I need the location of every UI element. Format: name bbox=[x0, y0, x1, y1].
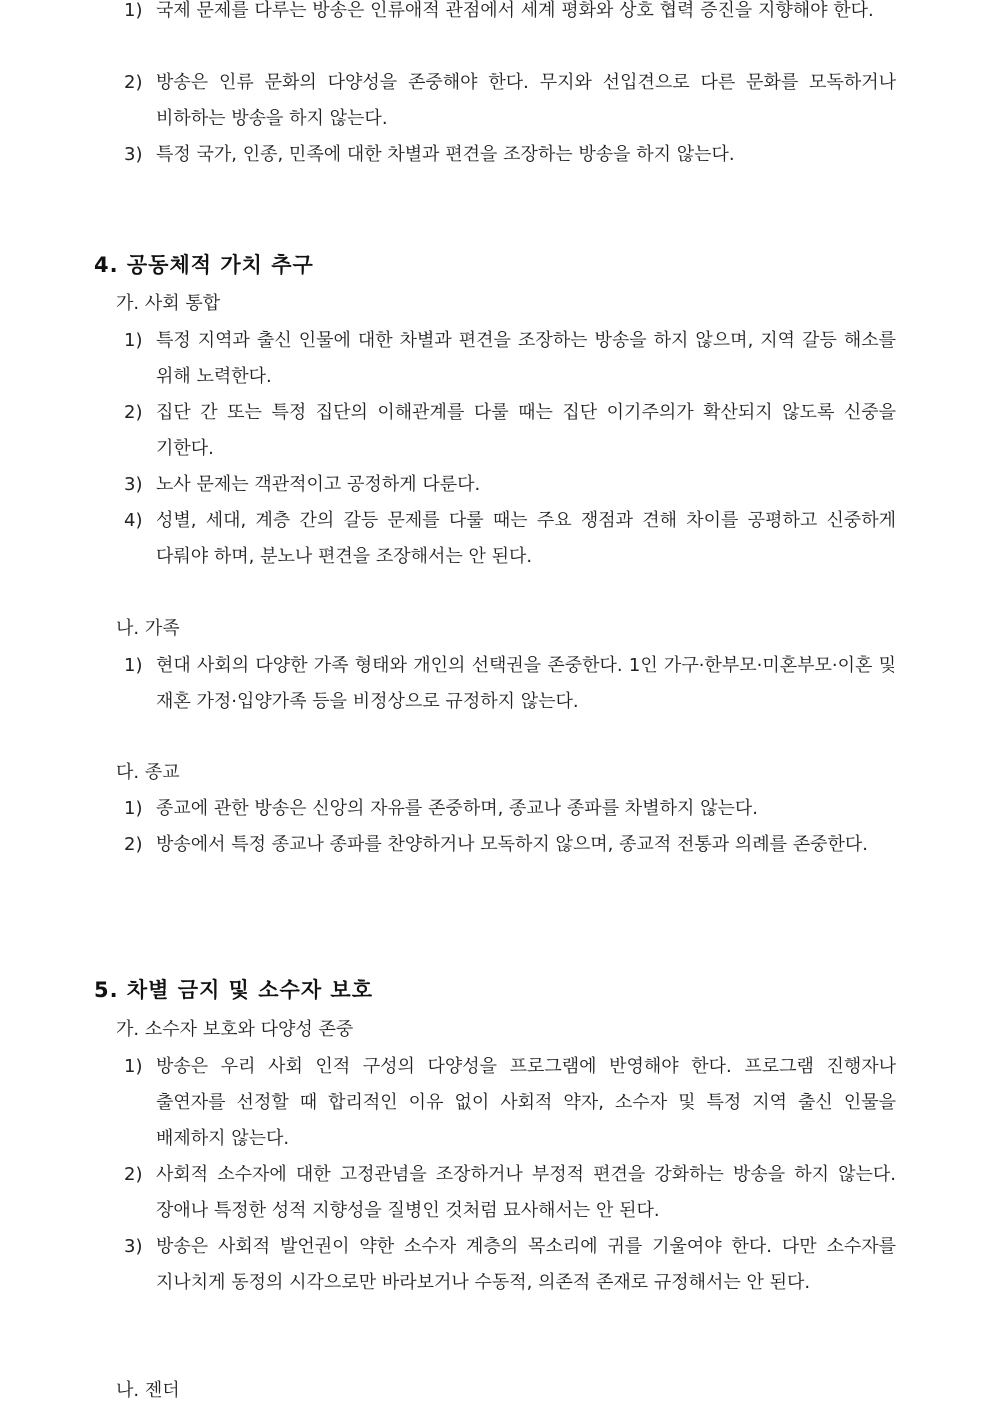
item-number: 3) bbox=[124, 1236, 143, 1257]
list-item bbox=[124, 137, 896, 173]
item-text: 종교에 관한 방송은 신앙의 자유를 존중하며, 종교나 종파를 차별하지 않는다. bbox=[156, 798, 758, 819]
list-item bbox=[124, 1157, 896, 1229]
item-text: 현대 사회의 다양한 가족 형태와 개인의 선택권을 존중한다. 1인 가구·한부모·미혼부모·이혼 및 재혼 가정·입양가족 등을 비정상으로 규정하지 않는다. bbox=[156, 655, 896, 712]
list-item bbox=[124, 0, 896, 29]
subsection-title-family: 나. 가족 bbox=[116, 618, 180, 639]
item-number: 4) bbox=[124, 510, 143, 531]
list-item bbox=[124, 1049, 896, 1157]
item-number: 1) bbox=[124, 330, 143, 351]
item-text: 특정 국가, 인종, 민족에 대한 차별과 편견을 조장하는 방송을 하지 않는다. bbox=[156, 144, 735, 165]
subsection-title-social-integration: 가. 사회 통합 bbox=[116, 293, 221, 314]
item-number: 1) bbox=[124, 1056, 143, 1077]
list-item bbox=[124, 791, 896, 827]
subsection-title-gender: 나. 젠더 bbox=[116, 1380, 180, 1401]
item-number: 1) bbox=[124, 655, 143, 676]
item-number: 2) bbox=[124, 72, 143, 93]
item-number: 3) bbox=[124, 474, 143, 495]
list-item bbox=[124, 503, 896, 575]
item-number: 2) bbox=[124, 1164, 143, 1185]
section-4-title: 4. 공동체적 가치 추구 bbox=[94, 253, 314, 277]
item-text: 집단 간 또는 특정 집단의 이해관계를 다룰 때는 집단 이기주의가 확산되지 않도록 신중을 기한다. bbox=[156, 402, 896, 459]
item-number: 1) bbox=[124, 798, 143, 819]
subsection-title-religion: 다. 종교 bbox=[116, 762, 180, 783]
item-text: 사회적 소수자에 대한 고정관념을 조장하거나 부정적 편견을 강화하는 방송을 하지 않는다. 장애나 특정한 성적 지향성을 질병인 것처럼 묘사해서는 안 된다. bbox=[156, 1164, 896, 1221]
list-item bbox=[124, 827, 896, 863]
list-item bbox=[124, 467, 896, 503]
item-number: 2) bbox=[124, 402, 143, 423]
item-text: 방송은 인류 문화의 다양성을 존중해야 한다. 무지와 선입견으로 다른 문화를 모독하거나 비하하는 방송을 하지 않는다. bbox=[156, 72, 896, 129]
item-text: 특정 지역과 출신 인물에 대한 차별과 편견을 조장하는 방송을 하지 않으며, 지역 갈등 해소를 위해 노력한다. bbox=[156, 330, 896, 387]
section-5-title: 5. 차별 금지 및 소수자 보호 bbox=[94, 978, 374, 1002]
list-item bbox=[124, 1229, 896, 1301]
item-number: 1) bbox=[124, 0, 143, 21]
list-item bbox=[124, 323, 896, 395]
list-item bbox=[124, 648, 896, 720]
list-item bbox=[124, 65, 896, 137]
item-text: 방송에서 특정 종교나 종파를 찬양하거나 모독하지 않으며, 종교적 전통과 의례를 존중한다. bbox=[156, 834, 869, 855]
item-text: 노사 문제는 객관적이고 공정하게 다룬다. bbox=[156, 474, 481, 495]
item-text: 성별, 세대, 계층 간의 갈등 문제를 다룰 때는 주요 쟁점과 견해 차이를 공평하고 신중하게 다뤄야 하며, 분노나 편견을 조장해서는 안 된다. bbox=[156, 510, 896, 567]
subsection-title-minority-protection: 가. 소수자 보호와 다양성 존중 bbox=[116, 1019, 354, 1040]
item-text: 국제 문제를 다루는 방송은 인류애적 관점에서 세계 평화와 상호 협력 증진을 지향해야 한다. bbox=[156, 0, 874, 21]
item-number: 2) bbox=[124, 834, 143, 855]
item-text: 방송은 사회적 발언권이 약한 소수자 계층의 목소리에 귀를 기울여야 한다. 다만 소수자를 지나치게 동정의 시각으로만 바라보거나 수동적, 의존적 존재로 규정해서는 안 된다. bbox=[156, 1236, 896, 1293]
item-number: 3) bbox=[124, 144, 143, 165]
list-item bbox=[124, 395, 896, 467]
item-text: 방송은 우리 사회 인적 구성의 다양성을 프로그램에 반영해야 한다. 프로그램 진행자나 출연자를 선정할 때 합리적인 이유 없이 사회적 약자, 소수자 및 특정 지역 출신 인물을 배제하지 않는다. bbox=[156, 1056, 896, 1149]
